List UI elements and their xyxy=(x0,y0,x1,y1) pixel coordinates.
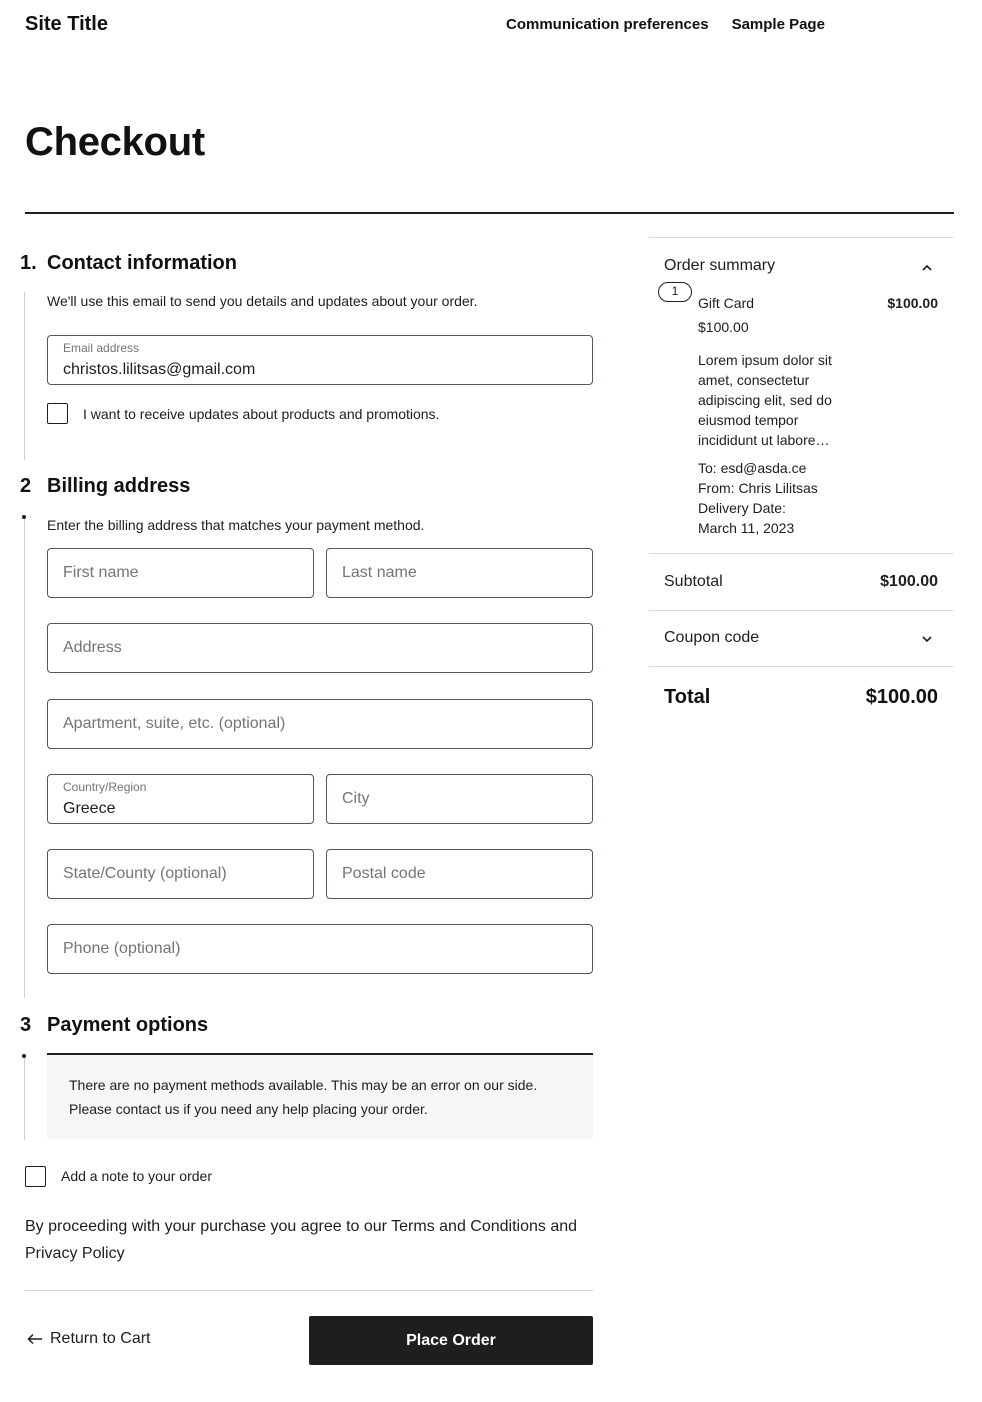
item-description: Lorem ipsum dolor sit amet, consectetur adipiscing elit, sed do eiusmod tempor incididunt ut labore… xyxy=(698,352,832,448)
total-label: Total xyxy=(664,686,711,708)
main-nav xyxy=(506,16,825,33)
step-1-line xyxy=(24,292,25,460)
payment-notice-text: There are no payment methods available. This may be an error on our side. Please contact us if you need any help placing your order. xyxy=(69,1077,538,1117)
step-2-line xyxy=(24,516,25,998)
payment-section-title: Payment options xyxy=(47,1014,209,1036)
apartment-field[interactable] xyxy=(47,699,593,749)
title-divider xyxy=(25,212,954,214)
email-field-value: christos.lilitsas@gmail.com xyxy=(63,361,256,378)
state-field[interactable] xyxy=(47,849,314,899)
chevron-up-icon[interactable] xyxy=(920,261,934,275)
return-to-cart-label: Return to Cart xyxy=(50,1330,151,1347)
apartment-placeholder: Apartment, suite, etc. (optional) xyxy=(63,715,286,732)
coupon-code-toggle[interactable]: Coupon code xyxy=(664,629,760,646)
country-select[interactable] xyxy=(47,774,314,824)
updates-checkbox-label[interactable]: I want to receive updates about products and promotions. xyxy=(83,406,440,422)
first-name-placeholder: First name xyxy=(63,564,139,581)
item-delivery-date: March 11, 2023 xyxy=(698,520,795,536)
return-to-cart-link[interactable] xyxy=(27,1330,150,1348)
phone-field[interactable] xyxy=(47,924,593,974)
country-value: Greece xyxy=(63,800,116,817)
step-3-number: 3 xyxy=(20,1014,32,1036)
terms-text xyxy=(25,1213,595,1267)
state-placeholder: State/County (optional) xyxy=(63,865,227,882)
step-2-marker xyxy=(22,515,26,519)
total-divider xyxy=(649,666,954,667)
step-2-number: 2 xyxy=(20,475,32,497)
item-recipient: To: esd@asda.ce xyxy=(698,460,807,476)
actions-divider xyxy=(25,1290,593,1291)
step-3-line xyxy=(24,1055,25,1140)
item-meta xyxy=(698,458,898,538)
contact-section-title: Contact information xyxy=(47,252,237,274)
city-field[interactable] xyxy=(326,774,593,824)
last-name-field[interactable] xyxy=(326,548,593,598)
billing-section-title: Billing address xyxy=(47,475,191,497)
item-name: Gift Card xyxy=(698,295,755,311)
address-field[interactable] xyxy=(47,623,593,673)
item-total-price: $100.00 xyxy=(887,295,938,311)
address-placeholder: Address xyxy=(63,639,122,656)
billing-description: Enter the billing address that matches your payment method. xyxy=(47,517,425,533)
contact-description: We'll use this email to send you details and updates about your order. xyxy=(47,293,478,309)
nav-sample-page[interactable]: Sample Page xyxy=(731,16,825,33)
arrow-left-icon xyxy=(27,1333,43,1345)
item-quantity-badge: 1 xyxy=(658,282,692,302)
place-order-button[interactable]: Place Order xyxy=(309,1316,593,1365)
city-placeholder: City xyxy=(342,790,370,807)
site-title[interactable]: Site Title xyxy=(25,13,108,35)
terms-link[interactable]: Terms and Conditions xyxy=(391,1218,546,1235)
order-summary-toggle[interactable]: Order summary xyxy=(664,257,776,274)
terms-prefix: By proceeding with your purchase you agree to our xyxy=(25,1218,392,1235)
step-1-number: 1. xyxy=(20,252,37,274)
summary-top-divider xyxy=(649,237,954,238)
total-value: $100.00 xyxy=(865,686,938,708)
chevron-down-icon[interactable] xyxy=(920,632,934,646)
first-name-field[interactable] xyxy=(47,548,314,598)
step-3-marker xyxy=(22,1054,26,1058)
country-label: Country/Region xyxy=(63,780,147,794)
terms-middle: and xyxy=(545,1218,578,1235)
email-field[interactable] xyxy=(47,335,593,385)
subtotal-value: $100.00 xyxy=(880,573,938,590)
item-unit-price: $100.00 xyxy=(698,319,749,335)
updates-checkbox[interactable] xyxy=(47,403,68,424)
order-note-label[interactable]: Add a note to your order xyxy=(61,1168,212,1184)
item-sender: From: Chris Lilitsas xyxy=(698,480,818,496)
item-delivery-label: Delivery Date: xyxy=(698,500,786,516)
nav-communication-preferences[interactable]: Communication preferences xyxy=(506,16,709,33)
coupon-divider xyxy=(649,610,954,611)
subtotal-divider xyxy=(649,553,954,554)
postal-code-placeholder: Postal code xyxy=(342,865,426,882)
privacy-link[interactable]: Privacy Policy xyxy=(25,1245,125,1262)
order-note-checkbox[interactable] xyxy=(25,1166,46,1187)
email-field-label: Email address xyxy=(63,341,140,355)
postal-code-field[interactable] xyxy=(326,849,593,899)
subtotal-label: Subtotal xyxy=(664,573,723,590)
last-name-placeholder: Last name xyxy=(342,564,417,581)
payment-notice xyxy=(47,1053,593,1139)
phone-placeholder: Phone (optional) xyxy=(63,940,181,957)
page-title: Checkout xyxy=(25,120,205,164)
